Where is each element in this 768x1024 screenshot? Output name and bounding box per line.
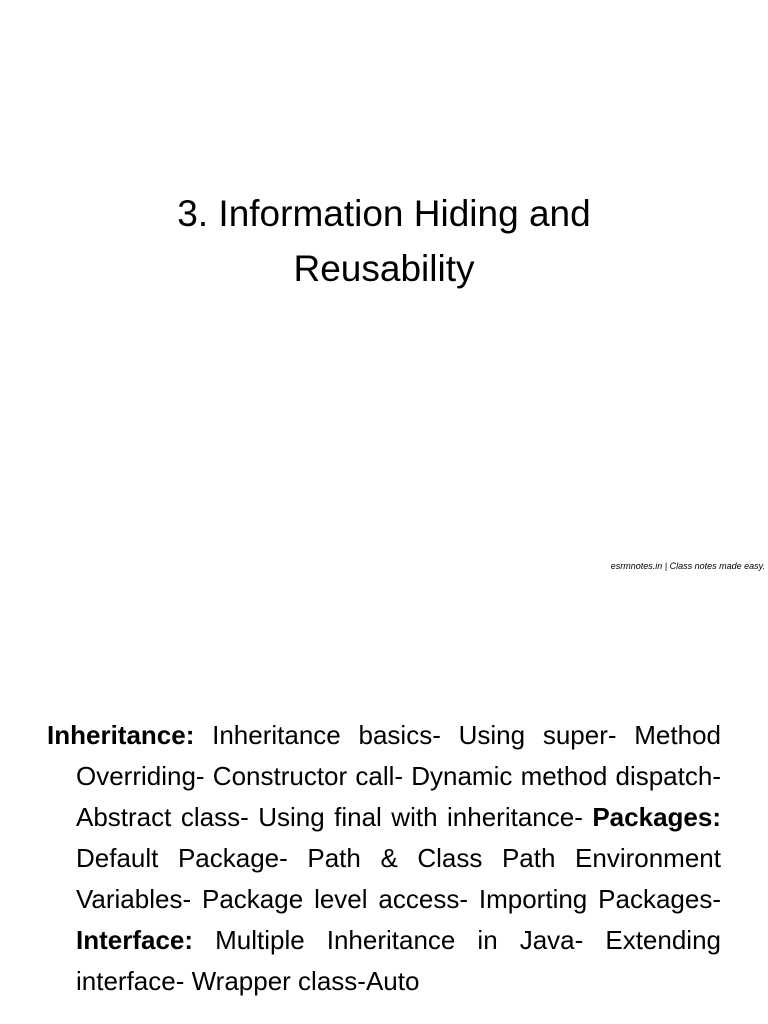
inheritance-heading: Inheritance: (47, 720, 195, 750)
watermark: esrmnotes.in | Class notes made easy. (610, 561, 765, 571)
slide-title (0, 186, 768, 296)
syllabus-paragraph (47, 715, 721, 1002)
slide-title-line-2: Reusability (293, 248, 475, 289)
packages-topics: Default Package- Path & Class Path Environment Variables- Package level access- Importing Packages- (76, 843, 721, 914)
slide-title-line-1: 3. Information Hiding and (177, 193, 591, 234)
interface-heading: Interface: (76, 925, 194, 955)
interface-topics: Multiple Inheritance in Java- Extending interface- Wrapper class-Auto (76, 925, 721, 996)
packages-heading: Packages: (592, 802, 721, 832)
inheritance-topics: Inheritance basics- Using super- Method Overriding- Constructor call- Dynamic method dispatch- Abstract class- Using final with inheritance- (76, 720, 721, 832)
